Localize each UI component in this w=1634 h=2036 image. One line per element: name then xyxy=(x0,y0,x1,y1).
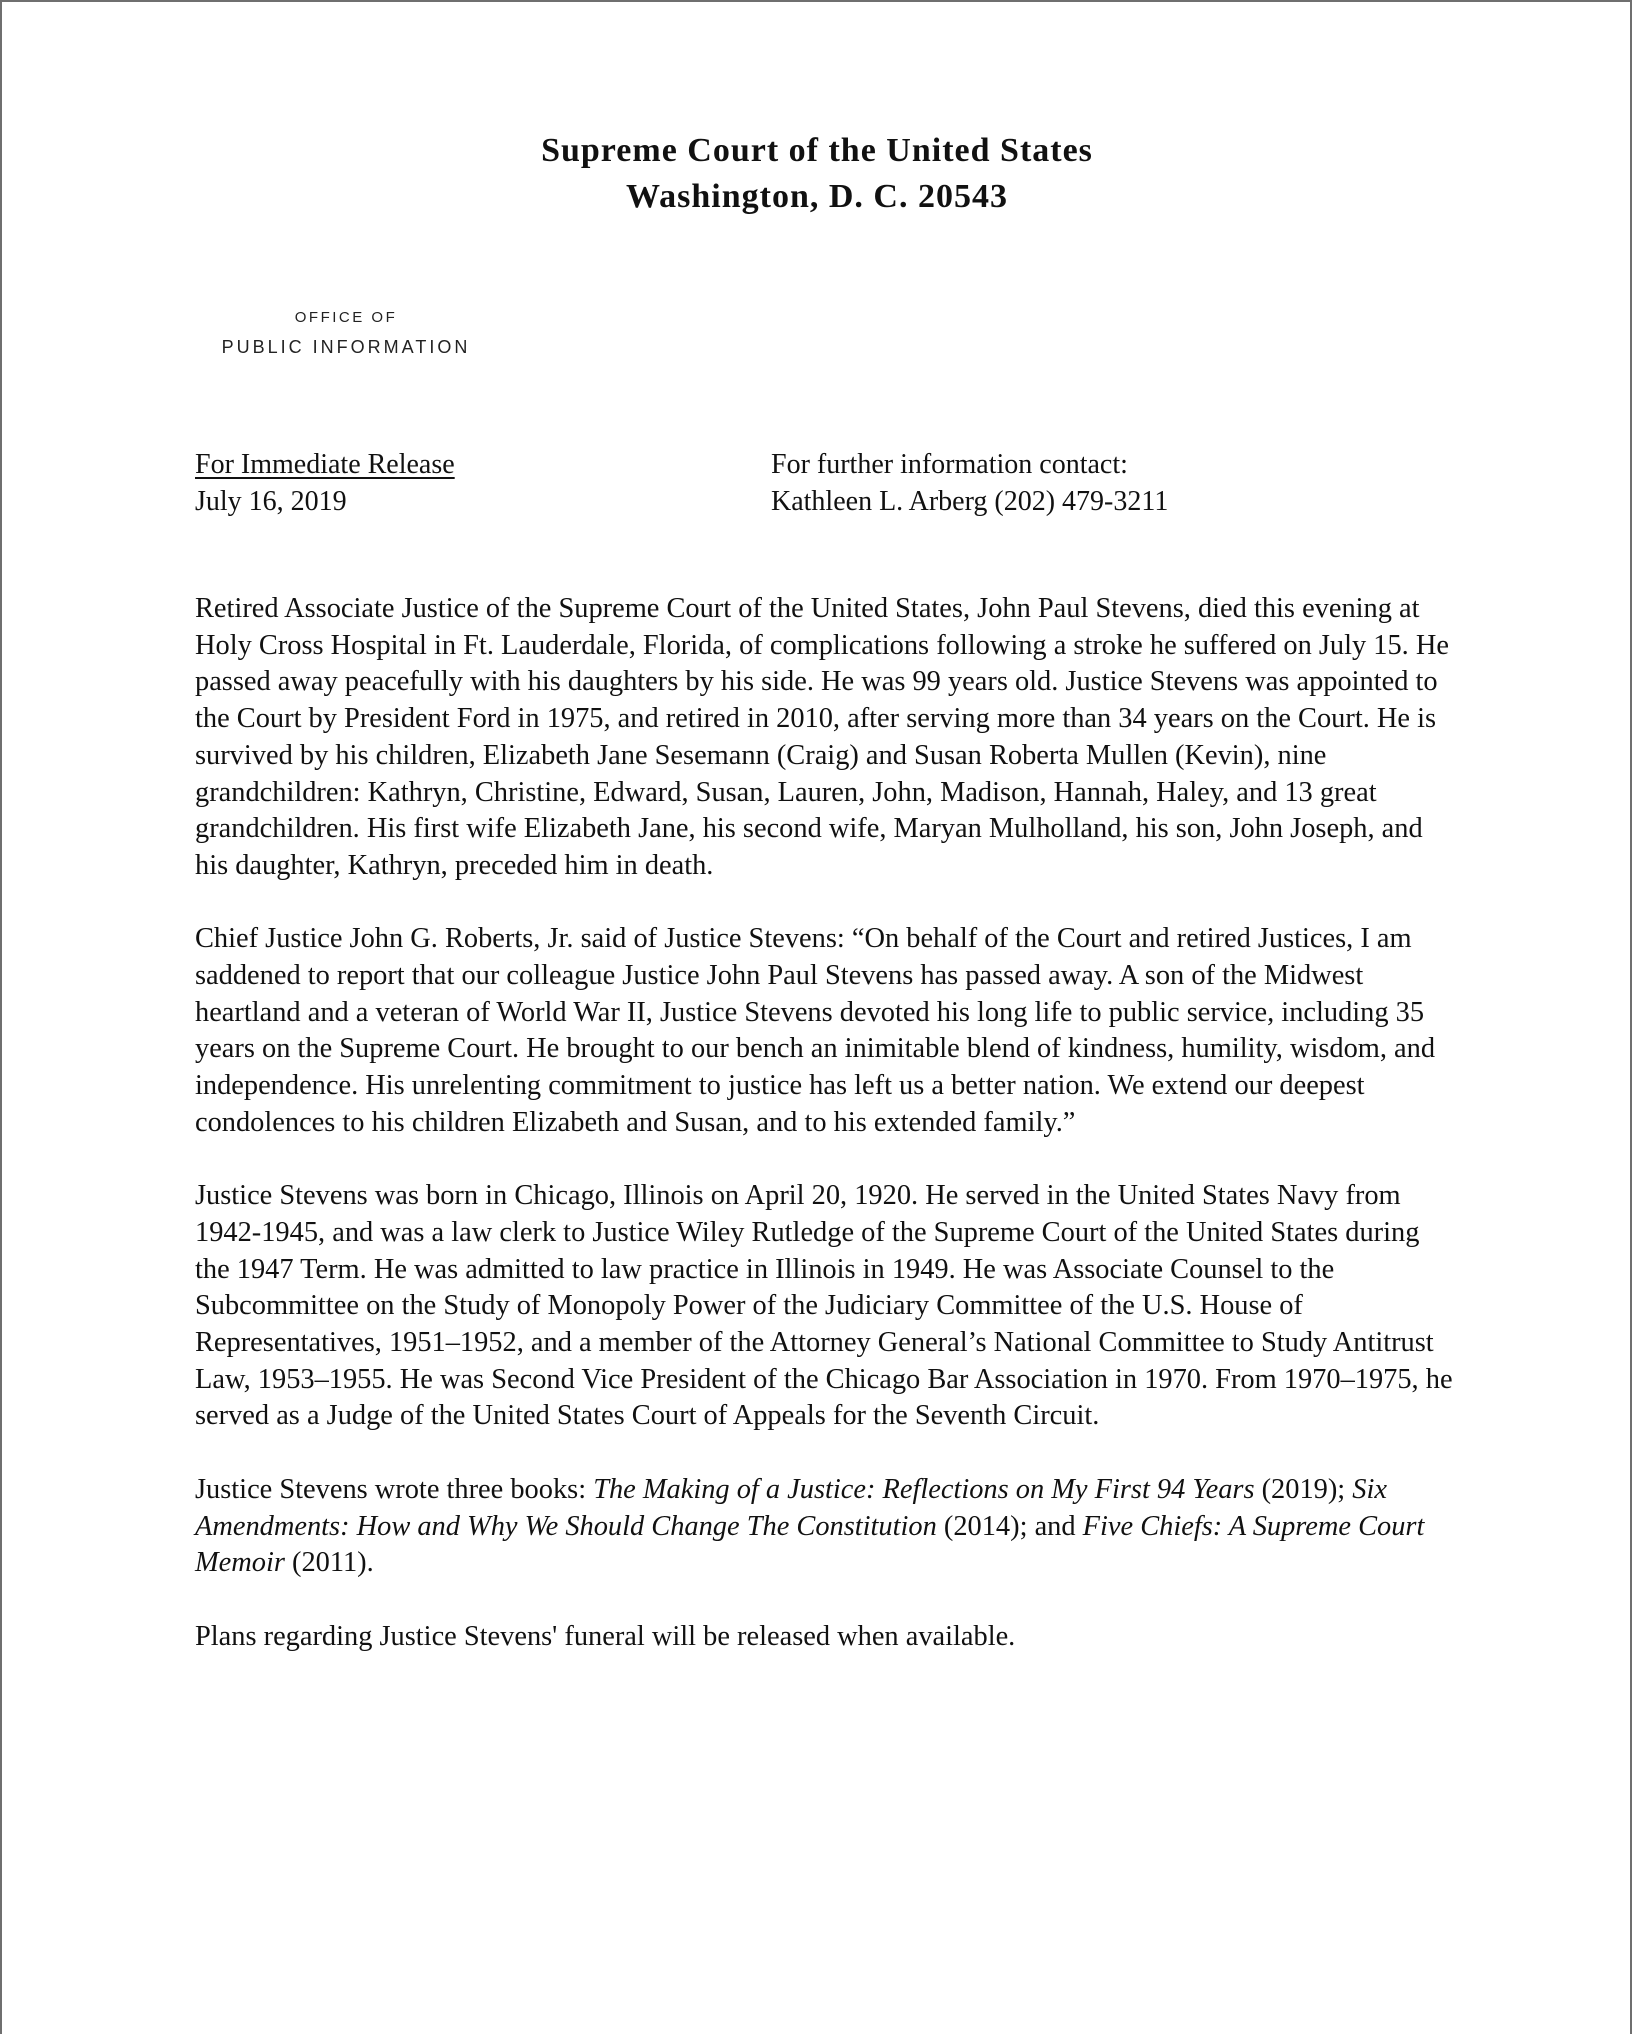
contact-name-phone: Kathleen L. Arberg (202) 479-3211 xyxy=(771,486,1169,517)
book-title-five-chiefs: Five Chiefs: A Supreme Court Memoir xyxy=(195,1510,1425,1579)
paragraph-funeral-plans: Plans regarding Justice Stevens' funeral will be released when available. xyxy=(195,1620,1016,1652)
book-year-2: (2014); and xyxy=(936,1510,1083,1542)
paragraph-books xyxy=(195,1472,1455,1582)
letterhead-court-name: Supreme Court of the United States xyxy=(541,132,1093,169)
book-year-3: (2011). xyxy=(284,1547,374,1579)
public-information-label: PUBLIC INFORMATION xyxy=(221,337,471,357)
paragraph-chief-justice-statement: Chief Justice John G. Roberts, Jr. said of Justice Stevens: “On behalf of the Court and retired Justices, I am saddened to report that our colleague Justice John Paul Stevens has passed away. A son of the Midwest heartland and a veteran of World War II, Justice Stevens devoted his long life to public service, including 35 years on the Supreme Court. He brought to our bench an inimitable blend of kindness, humility, wisdom, and independence. His unrelenting commitment to justice has left us a better nation. We extend our deepest condolences to his children Elizabeth and Susan, and to his extended family.” xyxy=(195,923,1436,1138)
contact-block xyxy=(771,446,1168,520)
office-of-label: OFFICE OF xyxy=(294,309,398,326)
contact-label: For further information contact: xyxy=(771,449,1128,480)
letterhead-address: Washington, D. C. 20543 xyxy=(626,178,1008,215)
book-title-six-amendments: Six Amendments: How and Why We Should Change The Constitution xyxy=(195,1473,1387,1542)
book-year-1: (2019); xyxy=(1254,1473,1353,1505)
release-block xyxy=(195,446,455,520)
release-date: July 16, 2019 xyxy=(195,486,347,517)
paragraph-biography: Justice Stevens was born in Chicago, Illinois on April 20, 1920. He served in the United States Navy from 1942-1945, and was a law clerk to Justice Wiley Rutledge of the Supreme Court of the United States during the 1947 Term. He was admitted to law practice in Illinois in 1949. He was Associate Counsel to the Subcommittee on the Study of Monopoly Power of the Judiciary Committee of the U.S. House of Representatives, 1951–1952, and a member of the Attorney General’s National Committee to Study Antitrust Law, 1953–1955. He was Second Vice President of the Chicago Bar Association in 1970. From 1970–1975, he served as a Judge of the United States Court of Appeals for the Seventh Circuit. xyxy=(195,1180,1453,1432)
release-label: For Immediate Release xyxy=(195,449,455,480)
office-block xyxy=(196,306,496,364)
press-release-body xyxy=(195,591,1455,1692)
book-title-making-of-a-justice: The Making of a Justice: Reflections on My First 94 Years xyxy=(593,1473,1255,1505)
letterhead xyxy=(0,128,1634,220)
paragraph-obituary: Retired Associate Justice of the Supreme Court of the United States, John Paul Stevens, died this evening at Holy Cross Hospital in Ft. Lauderdale, Florida, of complications following a stroke he suffered on July 15. He passed away peacefully with his daughters by his side. He was 99 years old. Justice Stevens was appointed to the Court by President Ford in 1975, and retired in 2010, after serving more than 34 years on the Court. He is survived by his children, Elizabeth Jane Sesemann (Craig) and Susan Roberta Mullen (Kevin), nine grandchildren: Kathryn, Christine, Edward, Susan, Lauren, John, Madison, Hannah, Haley, and 13 great grandchildren. His first wife Elizabeth Jane, his second wife, Maryan Mulholland, his son, John Joseph, and his daughter, Kathryn, preceded him in death. xyxy=(195,593,1449,881)
books-intro: Justice Stevens wrote three books: xyxy=(195,1473,594,1505)
